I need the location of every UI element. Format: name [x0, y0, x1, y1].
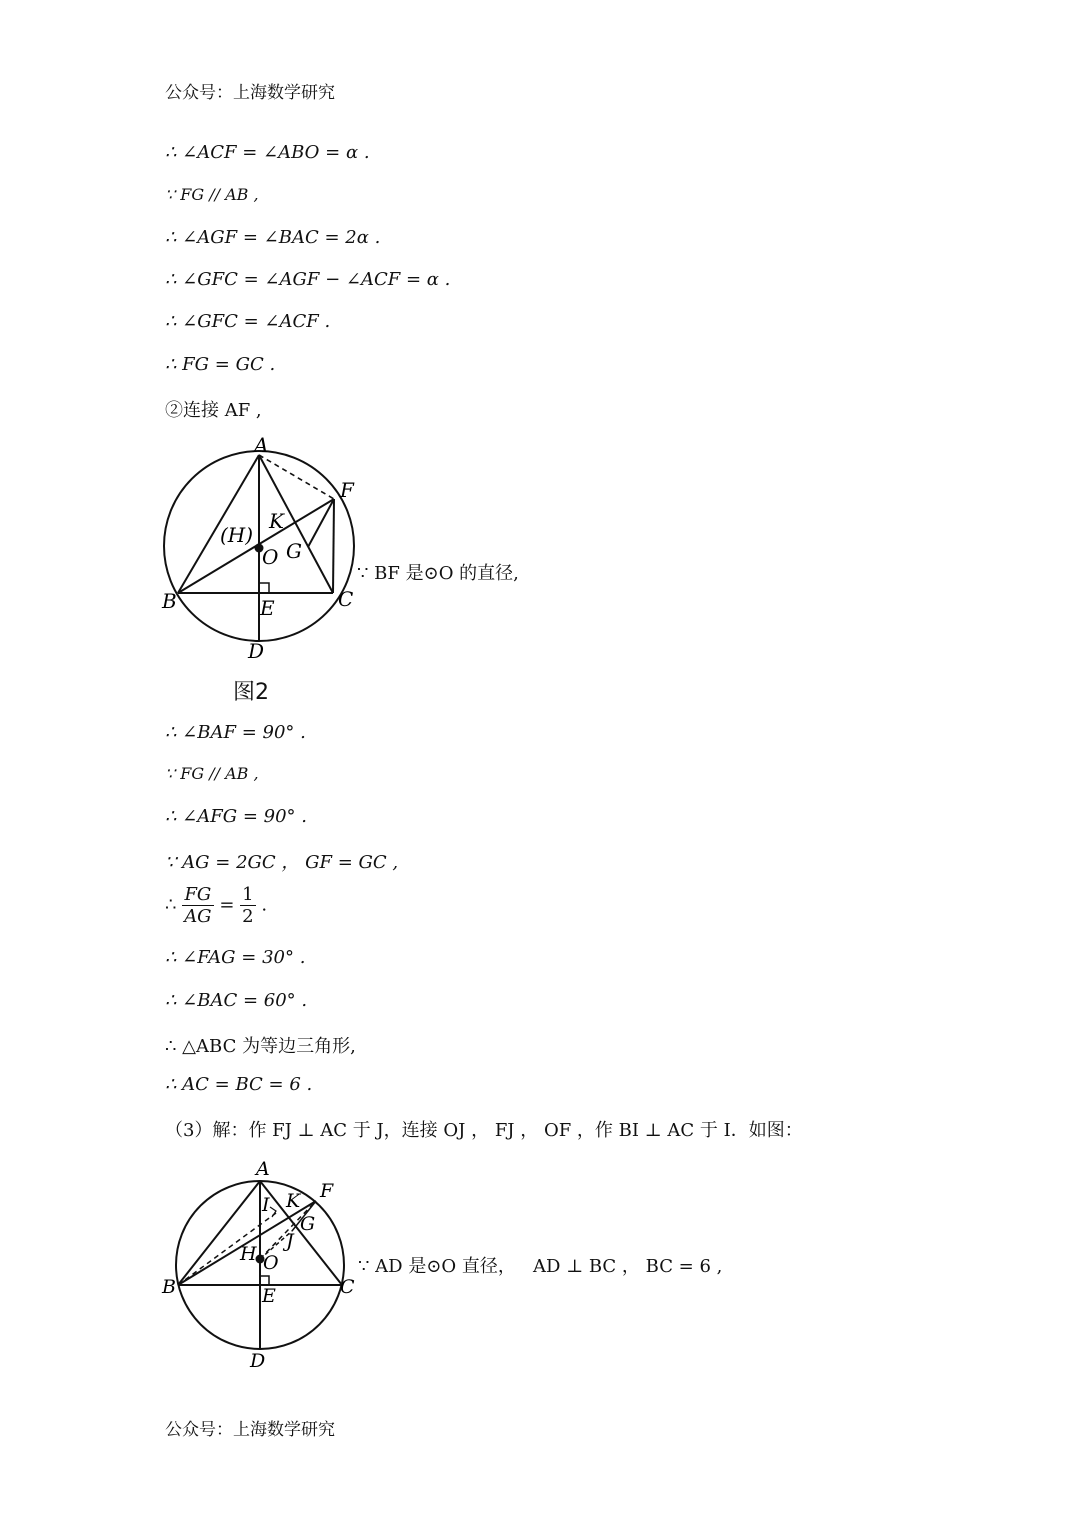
fig3-label-h: H: [240, 1243, 257, 1265]
fraction-right-num: 1: [242, 884, 254, 905]
proof-line-14: ∴ △ABC 为等边三角形,: [165, 1036, 356, 1057]
proof-line-15: ∴ AC = BC = 6 .: [165, 1074, 313, 1095]
fig2-label-a: A: [254, 433, 269, 457]
fig3-label-a: A: [256, 1158, 270, 1180]
proof-line-7: ②连接 AF ,: [165, 400, 262, 421]
figure-2: [150, 430, 380, 670]
proof-line-10: ∴ ∠AFG = 90° .: [165, 806, 307, 827]
fig3-label-i: I: [262, 1194, 270, 1216]
figure-3: [150, 1155, 370, 1370]
fig2-segment-fc: [333, 499, 334, 593]
proof-line-9: ∵ FG // AB ,: [165, 764, 259, 783]
fig3-label-g: G: [300, 1213, 316, 1235]
fig3-label-o: O: [263, 1252, 279, 1274]
fig3-segment-ab: [178, 1181, 260, 1285]
fraction-left-den: AG: [184, 906, 212, 927]
fig3-label-c: C: [340, 1276, 355, 1298]
fig2-label-h: (H): [220, 523, 254, 547]
figure-2-caption: 图2: [233, 680, 269, 705]
fraction-left: [182, 884, 213, 927]
figure-2-side-text: ∵ BF 是⊙O 的直径,: [357, 563, 519, 584]
fig2-right-angle-mark: [259, 583, 269, 593]
fig2-label-c: C: [338, 587, 354, 611]
proof-line-12: ∴ ∠FAG = 30° .: [165, 947, 306, 968]
fig3-label-b: B: [162, 1276, 176, 1298]
fraction-left-num: FG: [182, 884, 213, 906]
fraction-eq: =: [219, 894, 235, 916]
page-header: 公众号：上海数学研究: [165, 83, 335, 103]
figure-3-side-text: ∵ AD 是⊙O 直径， AD ⊥ BC ， BC = 6 ,: [358, 1256, 723, 1277]
fraction-right-den: 2: [242, 906, 254, 927]
fig2-label-f: F: [340, 478, 354, 502]
fraction-suffix: .: [261, 894, 268, 916]
proof-line-6: ∴ FG = GC .: [165, 354, 276, 375]
proof-line-5: ∴ ∠GFC = ∠ACF .: [165, 311, 331, 332]
fig3-label-k: K: [286, 1190, 301, 1212]
proof-line-3: ∴ ∠AGF = ∠BAC = 2α .: [165, 227, 381, 248]
proof-line-1: ∴ ∠ACF = ∠ABO = α .: [165, 142, 370, 163]
proof-line-4: ∴ ∠GFC = ∠AGF − ∠ACF = α .: [165, 269, 451, 290]
fig2-label-o: O: [262, 545, 279, 569]
fig3-label-f: F: [320, 1180, 334, 1202]
page-footer: 公众号：上海数学研究: [165, 1420, 335, 1440]
proof-line-8: ∴ ∠BAF = 90° .: [165, 722, 306, 743]
fig3-right-angle-mark-e: [260, 1276, 269, 1285]
fig2-label-e: E: [260, 596, 275, 620]
fig3-label-d: D: [250, 1350, 266, 1370]
proof-line-16: （3）解：作 FJ ⊥ AC 于 J，连接 OJ ， FJ ， OF ，作 BI ⊥ AC 于 I．如图：: [165, 1120, 803, 1141]
fraction-right: [240, 884, 255, 927]
proof-line-11: ∵ AG = 2GC ， GF = GC ,: [165, 852, 399, 873]
proof-line-2: ∵ FG // AB ,: [165, 185, 259, 204]
proof-line-13: ∴ ∠BAC = 60° .: [165, 990, 308, 1011]
fraction-prefix: ∴: [165, 894, 177, 916]
fig3-label-j: J: [286, 1230, 294, 1252]
fig2-label-g: G: [286, 539, 302, 563]
fraction-line: [165, 884, 267, 927]
fig3-label-e: E: [262, 1285, 276, 1307]
fig2-label-d: D: [248, 639, 265, 663]
fig2-label-b: B: [162, 589, 177, 613]
fig2-label-k: K: [269, 509, 284, 533]
fig3-right-angle-mark-i: [270, 1207, 276, 1217]
